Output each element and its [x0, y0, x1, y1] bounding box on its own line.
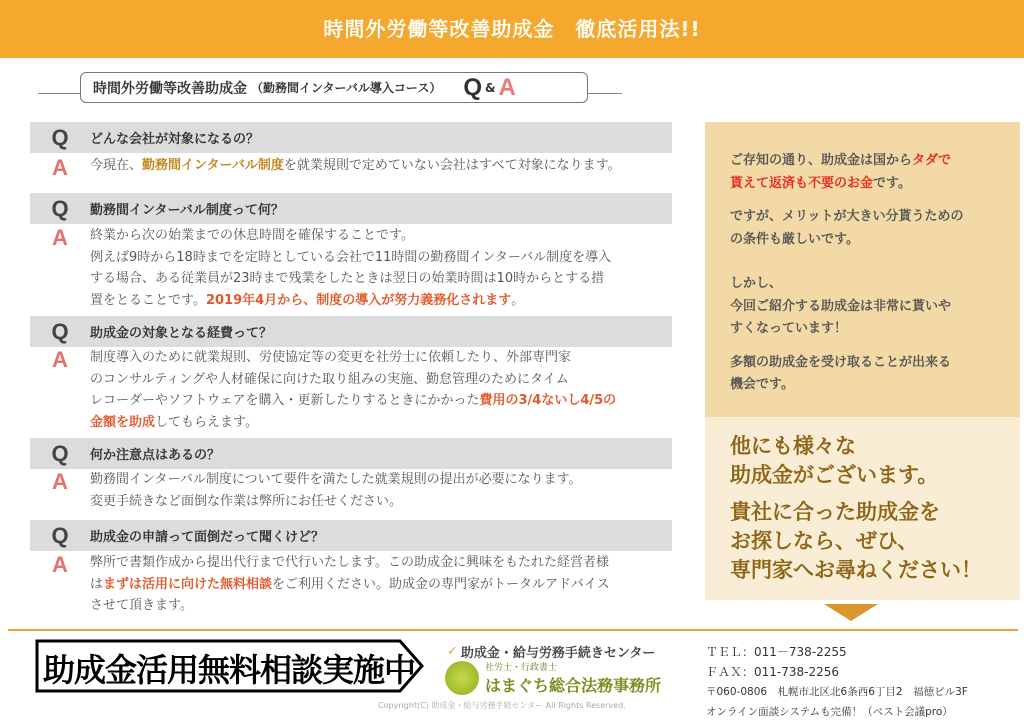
faq-answer: [30, 225, 680, 311]
question-text: どんな会社が対象になるの？: [90, 132, 260, 147]
fax-number: ＦＡＸ：011-738-2256: [706, 665, 840, 679]
answer-highlight: 費用の3/4ないし4/5の: [479, 393, 617, 408]
a-marker: A: [52, 155, 68, 180]
answer-line: [90, 552, 680, 574]
faq-question: [30, 193, 672, 224]
answer-line: [90, 225, 680, 247]
answer-text: 変更手続きなど面倒な作業は弊所にお任せください。: [90, 493, 403, 509]
q-marker: Q: [51, 195, 69, 221]
qa-amp: &: [485, 80, 496, 95]
answer-text: 。: [511, 292, 525, 308]
q-marker: Q: [51, 124, 69, 150]
online-meeting-note: オンライン面談システムも完備！（ベスト会議pro）: [706, 706, 953, 718]
q-marker: Q: [51, 318, 69, 344]
a-marker: A: [52, 225, 68, 250]
panel-text: ですが、メリットが大きい分貰うための: [730, 209, 964, 224]
divider: [38, 93, 80, 94]
answer-text: 制度導入のために就業規則、労使協定等の変更を社労士に依頼したり、外部専門家: [90, 350, 572, 365]
panel-text: の条件も厳しいです。: [730, 231, 859, 247]
free-consultation-button[interactable]: [35, 639, 425, 693]
answer-line: [90, 268, 680, 290]
answer-text: 置をとることです。: [90, 292, 206, 308]
answer-text: のコンサルティングや人材確保に向けた取り組みの実施、勤怠管理のためにタイム: [90, 371, 569, 387]
qa-heading: [80, 72, 588, 103]
a-marker: A: [52, 347, 68, 372]
qa-heading-subtitle: （勤務間インターバル導入コース）: [251, 81, 442, 95]
answer-text: 弊所で書類作成から提出代行まで代行いたします。この助成金に興味をもたれた経営者様: [90, 555, 609, 570]
answer-text: 例えば9時から18時までを定時としている会社で11時間の勤務間インターバル制度を導入: [90, 249, 612, 265]
panel-text: 今回ご紹介する助成金は非常に貰いや: [730, 298, 952, 314]
q-marker: Q: [51, 440, 69, 466]
answer-line: [90, 574, 680, 596]
panel-text: 機会です。: [730, 377, 794, 392]
footer-divider: [8, 629, 1018, 631]
info-panel: [705, 122, 1020, 417]
promo-text: 他にも様々な: [730, 433, 856, 458]
a-marker: A: [52, 552, 68, 577]
faq-question: [30, 122, 672, 153]
copyright: Copyright(C) 助成金・給与労務手続センター All Rights Reserved.: [378, 701, 626, 710]
qa-q-letter: Q: [463, 73, 482, 101]
question-text: 助成金の申請って面倒だって聞くけど？: [90, 530, 325, 545]
faq-question: [30, 438, 672, 469]
answer-text: 今現在、: [90, 158, 143, 173]
office-logo: [445, 660, 661, 696]
panel-text: ご存知の通り、助成金は国から: [730, 153, 913, 168]
answer-line: [90, 412, 680, 434]
address: 〒060-0806 札幌市北区北6条西6丁目2 福徳ビル3F: [706, 686, 968, 698]
answer-line: [90, 390, 680, 412]
panel-highlight: 貰えて返済も不要のお金: [730, 175, 874, 191]
answer-line: [90, 595, 680, 617]
faq-answer: [30, 469, 680, 512]
faq-answer: [30, 552, 680, 617]
answer-highlight: 金額を助成: [90, 414, 156, 430]
faq-answer: [30, 347, 680, 433]
faq-question: [30, 316, 672, 347]
answer-line: [90, 347, 680, 369]
center-name: 助成金・給与労務手続きセンター: [460, 646, 656, 661]
panel-text: です。: [873, 175, 911, 191]
page-header: 時間外労働等改善助成金 徹底活用法!!: [0, 0, 1024, 58]
answer-text: する場合、ある従業員が23時まで残業をしたときは翌日の始業時間は10時からとする措: [90, 271, 605, 286]
answer-line: [90, 155, 680, 177]
question-text: 助成金の対象となる経費って？: [90, 326, 273, 341]
faq-question: [30, 520, 672, 551]
answer-text: 終業から次の始業までの休息時間を確保することです。: [90, 228, 414, 243]
answer-text: をご利用ください。助成金の専門家がトータルアドバイス: [272, 576, 610, 592]
office-subtitle: 社労士・行政書士: [485, 663, 558, 673]
panel-text: 多額の助成金を受け取ることが出来る: [730, 354, 952, 370]
answer-line: [90, 369, 680, 391]
answer-text: 勤務間インターバル制度について要件を満たした就業規則の提出が必要になります。: [90, 472, 582, 487]
check-icon: ✓: [447, 644, 458, 659]
cta-label: 助成金活用無料相談実施中: [43, 651, 416, 689]
question-text: 何か注意点はあるの？: [90, 448, 221, 463]
answer-highlight: 勤務間インターバル制度: [142, 158, 284, 173]
panel-text: すくなっています！: [730, 321, 848, 336]
office-name: はまぐち総合法務事務所: [485, 676, 662, 695]
panel-text: しかし、: [730, 276, 783, 291]
promo-text: 助成金がございます。: [730, 462, 939, 487]
answer-text: は: [90, 576, 104, 592]
q-marker: Q: [51, 522, 69, 548]
qa-heading-title: 時間外労働等改善助成金: [93, 80, 247, 97]
promo-text: 専門家へお尋ねください！: [730, 557, 982, 582]
answer-highlight: まずは活用に向けた無料相談: [103, 576, 273, 592]
answer-line: [90, 290, 680, 312]
answer-text: レコーダーやソフトウェアを購入・更新したりするときにかかった: [90, 393, 480, 408]
answer-line: [90, 491, 680, 513]
promo-panel: [705, 417, 1020, 600]
a-marker: A: [52, 469, 68, 494]
center-logo: [447, 642, 655, 661]
promo-text: 貴社に合った助成金を: [730, 499, 940, 524]
answer-text: してもらえます。: [155, 414, 258, 430]
down-arrow-icon: [824, 604, 878, 621]
panel-highlight: タダで: [912, 153, 952, 168]
answer-highlight: 2019年4月から、制度の導入が努力義務化されます: [205, 292, 512, 308]
faq-answer: [30, 155, 680, 180]
office-logo-icon: [445, 661, 479, 695]
qa-a-letter: A: [498, 73, 516, 101]
answer-text: させて頂きます。: [90, 598, 193, 613]
answer-line: [90, 469, 680, 491]
answer-text: を就業規則で定めていない会社はすべて対象になります。: [283, 158, 621, 173]
promo-text: お探しなら、ぜひ、: [730, 528, 919, 553]
divider: [588, 93, 622, 94]
question-text: 勤務間インターバル制度って何？: [90, 203, 284, 218]
answer-line: [90, 247, 680, 269]
contact-info: [706, 642, 968, 722]
phone-number[interactable]: ＴＥＬ：011－738-2255: [706, 645, 847, 659]
